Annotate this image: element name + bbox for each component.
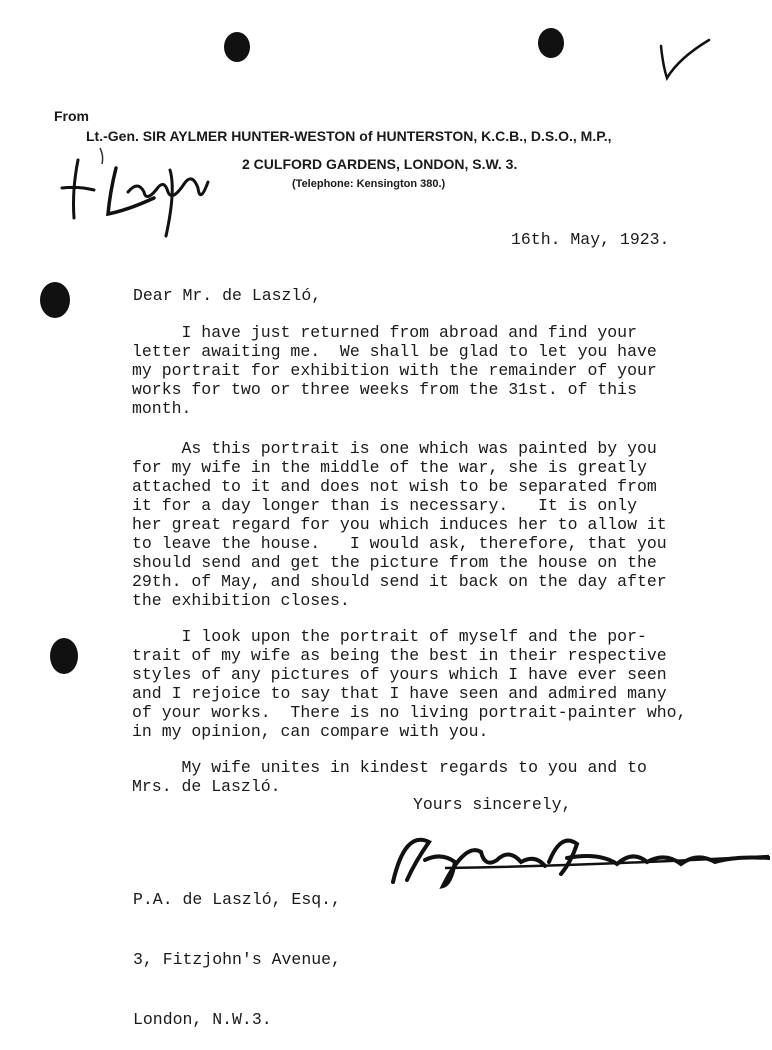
handwritten-annotation bbox=[58, 140, 228, 240]
paragraph-2: As this portrait is one which was painted by you for my wife in the middle of the war, she is greatly attached to it and does not wish to be separated from it for a day longer than is necessary. It is only her great regard for you which induces her to allow it to leave the house. I would ask, therefore, that you should send and get the picture from the house on the 29th. of May, and should send it back on the day after the exhibition closes. bbox=[132, 439, 667, 610]
sender-name-line: Lt.-Gen. SIR AYLMER HUNTER-WESTON of HUNTERSTON, K.C.B., D.S.O., M.P., bbox=[86, 128, 612, 144]
punch-hole-left-upper bbox=[40, 282, 70, 318]
sender-address-line: 2 CULFORD GARDENS, LONDON, S.W. 3. bbox=[242, 156, 518, 172]
recipient-address bbox=[133, 850, 341, 1050]
paragraph-4: My wife unites in kindest regards to you and to Mrs. de Laszló. bbox=[132, 758, 647, 796]
recipient-line-3: London, N.W.3. bbox=[133, 1010, 272, 1029]
letter-date: 16th. May, 1923. bbox=[511, 230, 670, 249]
recipient-line-2: 3, Fitzjohn's Avenue, bbox=[133, 950, 341, 969]
check-mark-icon bbox=[653, 36, 713, 82]
punch-hole-left-lower bbox=[50, 638, 78, 674]
punch-hole-top-left bbox=[224, 32, 250, 62]
paragraph-3: I look upon the portrait of myself and the por- trait of my wife as being the best in their respective styles of any pictures of yours which I have ever seen and I rejoice to say that I have seen and admired many of your works. There is no living portrait-painter who, in my opinion, can compare with you. bbox=[132, 627, 687, 741]
punch-hole-top-right bbox=[538, 28, 564, 58]
signature bbox=[385, 822, 770, 892]
from-label: From bbox=[54, 108, 89, 124]
paragraph-1: I have just returned from abroad and find your letter awaiting me. We shall be glad to let you have my portrait for exhibition with the remainder of your works for two or three weeks from the 31st. of this month. bbox=[132, 323, 657, 418]
sender-telephone-line: (Telephone: Kensington 380.) bbox=[292, 178, 446, 190]
closing: Yours sincerely, bbox=[413, 795, 572, 814]
salutation: Dear Mr. de Laszló, bbox=[133, 286, 322, 305]
recipient-line-1: P.A. de Laszló, Esq., bbox=[133, 890, 341, 909]
